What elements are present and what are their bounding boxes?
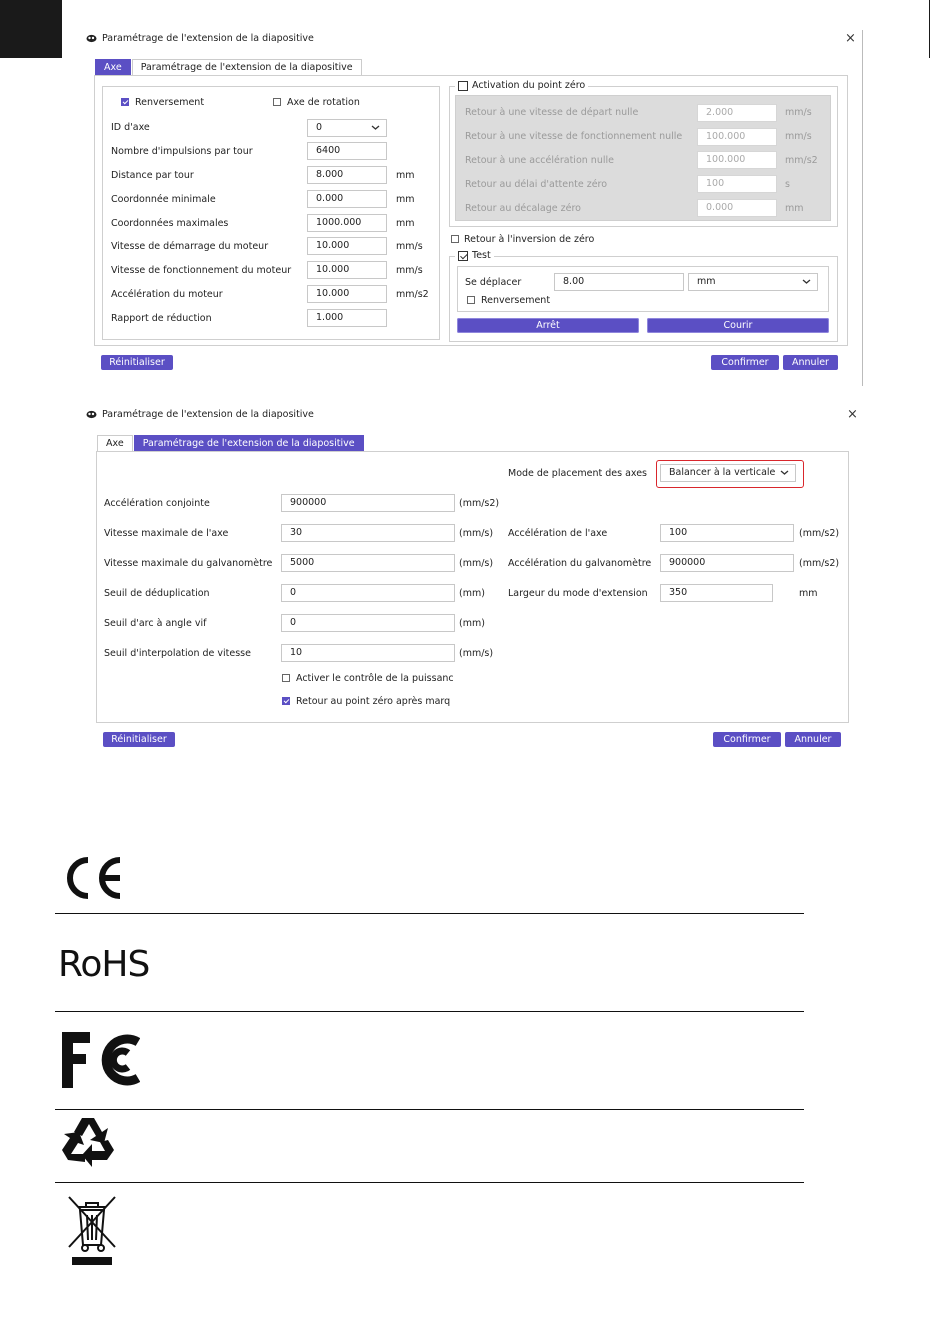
mode-placement-value: Balancer à la verticale — [669, 467, 776, 478]
acceleration-conjointe-input[interactable]: 900000 — [281, 494, 455, 512]
retour-vitesse-fonct-unit: mm/s — [785, 131, 812, 142]
retour-inversion-label: Retour à l'inversion de zéro — [464, 234, 595, 245]
reset-button[interactable]: Réinitialiser — [103, 732, 175, 747]
dialog-title-bar — [86, 409, 314, 420]
ce-mark-icon — [60, 854, 126, 902]
retour-zero-label: Retour au point zéro après marq — [296, 696, 451, 707]
page-edge-rule — [929, 0, 930, 58]
axis-parameters-group — [102, 86, 440, 340]
seuil-dedup-input[interactable]: 0 — [281, 584, 455, 602]
vitesse-galvo-input[interactable]: 5000 — [281, 554, 455, 572]
retour-zero-checkbox[interactable] — [282, 697, 290, 705]
axe-rotation-checkbox[interactable] — [273, 98, 281, 106]
acceleration-galvo-label: Accélération du galvanomètre — [508, 558, 652, 569]
chevron-down-icon — [802, 277, 811, 286]
run-button[interactable]: Courir — [647, 318, 829, 333]
tab-axe[interactable]: Axe — [95, 59, 131, 75]
reset-button[interactable]: Réinitialiser — [101, 355, 173, 370]
vitesse-demarrage-input[interactable]: 10.000 — [307, 237, 387, 255]
page-corner-tab — [0, 0, 62, 58]
seuil-dedup-label: Seuil de déduplication — [104, 588, 210, 599]
weee-bin-icon — [66, 1195, 118, 1267]
coord-max-input[interactable]: 1000.000 — [307, 214, 387, 232]
zero-activation-title — [455, 80, 588, 91]
retour-acceleration-unit: mm/s2 — [785, 155, 818, 166]
acceleration-axe-label: Accélération de l'axe — [508, 528, 608, 539]
rohs-mark-text: RoHS — [58, 944, 150, 985]
divider — [55, 913, 804, 914]
largeur-mode-input[interactable]: 350 — [660, 584, 773, 602]
impulsions-input[interactable]: 6400 — [307, 142, 387, 160]
rohs-mark — [58, 942, 149, 988]
retour-vitesse-depart-unit: mm/s — [785, 107, 812, 118]
distance-tour-label: Distance par tour — [111, 170, 194, 181]
retour-delai-unit: s — [785, 179, 790, 190]
axe-rotation-label: Axe de rotation — [287, 97, 360, 108]
divider — [55, 1109, 804, 1110]
acceleration-axe-input[interactable]: 100 — [660, 524, 794, 542]
tab-bar — [95, 59, 363, 75]
retour-acceleration-label: Retour à une accélération nulle — [465, 155, 614, 166]
retour-inversion-checkbox[interactable] — [451, 235, 459, 243]
acceleration-axe-unit: (mm/s2) — [799, 528, 840, 539]
test-renversement-checkbox[interactable] — [467, 296, 475, 304]
cancel-button[interactable]: Annuler — [785, 732, 841, 747]
vitesse-axe-unit: (mm/s) — [459, 528, 494, 539]
seuil-interp-label: Seuil d'interpolation de vitesse — [104, 648, 251, 659]
recycle-icon — [60, 1112, 116, 1168]
dialog-axe — [84, 30, 862, 380]
stop-button[interactable]: Arrêt — [457, 318, 639, 333]
renversement-checkbox[interactable] — [121, 98, 129, 106]
retour-delai-label: Retour au délai d'attente zéro — [465, 179, 608, 190]
vitesse-fonct-input[interactable]: 10.000 — [307, 261, 387, 279]
test-renversement-label: Renversement — [481, 295, 551, 306]
coord-min-label: Coordonnée minimale — [111, 194, 216, 205]
se-deplacer-label: Se déplacer — [465, 277, 522, 288]
impulsions-label: Nombre d'impulsions par tour — [111, 146, 253, 157]
id-axe-select[interactable] — [307, 119, 387, 137]
coord-max-label: Coordonnées maximales — [111, 218, 229, 229]
zero-activation-checkbox[interactable] — [458, 81, 468, 91]
divider — [55, 1182, 804, 1183]
confirm-button[interactable]: Confirmer — [711, 355, 779, 370]
distance-tour-input[interactable]: 8.000 — [307, 166, 387, 184]
fcc-mark-icon — [62, 1032, 140, 1088]
acceleration-moteur-unit: mm/s2 — [396, 289, 429, 300]
id-axe-value: 0 — [316, 122, 323, 133]
coord-min-input[interactable]: 0.000 — [307, 190, 387, 208]
seuil-arc-unit: (mm) — [459, 618, 485, 629]
retour-vitesse-fonct-label: Retour à une vitesse de fonctionnement nulle — [465, 131, 683, 142]
id-axe-label: ID d'axe — [111, 122, 150, 133]
test-title — [455, 250, 494, 261]
acceleration-galvo-input[interactable]: 900000 — [660, 554, 794, 572]
acceleration-moteur-label: Accélération du moteur — [111, 289, 223, 300]
retour-vitesse-depart-input[interactable]: 2.000 — [697, 104, 777, 122]
chevron-down-icon — [371, 123, 380, 132]
seuil-arc-input[interactable]: 0 — [281, 614, 455, 632]
acceleration-moteur-input[interactable]: 10.000 — [307, 285, 387, 303]
vitesse-galvo-label: Vitesse maximale du galvanomètre — [104, 558, 273, 569]
seuil-arc-label: Seuil d'arc à angle vif — [104, 618, 207, 629]
retour-delai-input[interactable]: 100 — [697, 175, 777, 193]
tab-bar — [97, 435, 365, 451]
mode-placement-label: Mode de placement des axes — [508, 468, 648, 479]
dialog-extension — [84, 406, 862, 756]
screenshot-edge — [862, 30, 863, 386]
dialog-title: Paramétrage de l'extension de la diapositive — [102, 409, 314, 420]
coord-max-unit: mm — [396, 218, 415, 229]
tab-extension[interactable]: Paramétrage de l'extension de la diapositive — [134, 435, 364, 451]
controle-puissance-checkbox[interactable] — [282, 674, 290, 682]
chevron-down-icon — [780, 468, 789, 477]
divider — [55, 1011, 804, 1012]
close-icon[interactable]: × — [845, 31, 856, 46]
dialog-title: Paramétrage de l'extension de la diapositive — [102, 33, 314, 44]
cancel-button[interactable]: Annuler — [783, 355, 838, 370]
retour-decalage-label: Retour au décalage zéro — [465, 203, 581, 214]
retour-decalage-input[interactable]: 0.000 — [697, 199, 777, 217]
test-label: Test — [472, 250, 491, 261]
largeur-mode-label: Largeur du mode d'extension — [508, 588, 648, 599]
tab-extension[interactable]: Paramétrage de l'extension de la diapositive — [132, 59, 362, 75]
vitesse-axe-label: Vitesse maximale de l'axe — [104, 528, 229, 539]
largeur-mode-unit: mm — [799, 588, 818, 599]
renversement-label: Renversement — [135, 97, 205, 108]
vitesse-axe-input[interactable]: 30 — [281, 524, 455, 542]
vitesse-demarrage-unit: mm/s — [396, 241, 423, 252]
se-deplacer-input[interactable]: 8.00 — [554, 273, 684, 291]
retour-vitesse-fonct-input[interactable]: 100.000 — [697, 128, 777, 146]
tab-axe[interactable]: Axe — [97, 435, 133, 451]
distance-tour-unit: mm — [396, 170, 415, 181]
coord-min-unit: mm — [396, 194, 415, 205]
seuil-dedup-unit: (mm) — [459, 588, 485, 599]
vitesse-fonct-label: Vitesse de fonctionnement du moteur — [111, 265, 292, 276]
zero-activation-label: Activation du point zéro — [472, 80, 586, 91]
app-icon — [86, 410, 97, 419]
retour-vitesse-depart-label: Retour à une vitesse de départ nulle — [465, 107, 639, 118]
acceleration-galvo-unit: (mm/s2) — [799, 558, 840, 569]
vitesse-demarrage-label: Vitesse de démarrage du moteur — [111, 241, 269, 252]
acceleration-conjointe-label: Accélération conjointe — [104, 498, 210, 509]
dialog-title-bar — [86, 33, 314, 44]
app-icon — [86, 34, 97, 43]
vitesse-fonct-unit: mm/s — [396, 265, 423, 276]
rapport-reduction-label: Rapport de réduction — [111, 313, 212, 324]
retour-acceleration-input[interactable]: 100.000 — [697, 151, 777, 169]
seuil-interp-unit: (mm/s) — [459, 648, 494, 659]
test-checkbox[interactable] — [458, 251, 468, 261]
confirm-button[interactable]: Confirmer — [713, 732, 781, 747]
controle-puissance-label: Activer le contrôle de la puissanc — [296, 673, 454, 684]
seuil-interp-input[interactable]: 10 — [281, 644, 455, 662]
move-unit-value: mm — [697, 276, 716, 287]
close-icon[interactable]: × — [847, 407, 858, 422]
rapport-reduction-input[interactable]: 1.000 — [307, 309, 387, 327]
move-unit-select[interactable] — [688, 273, 818, 291]
vitesse-galvo-unit: (mm/s) — [459, 558, 494, 569]
acceleration-conjointe-unit: (mm/s2) — [459, 498, 500, 509]
mode-placement-select[interactable] — [660, 464, 796, 482]
retour-decalage-unit: mm — [785, 203, 804, 214]
